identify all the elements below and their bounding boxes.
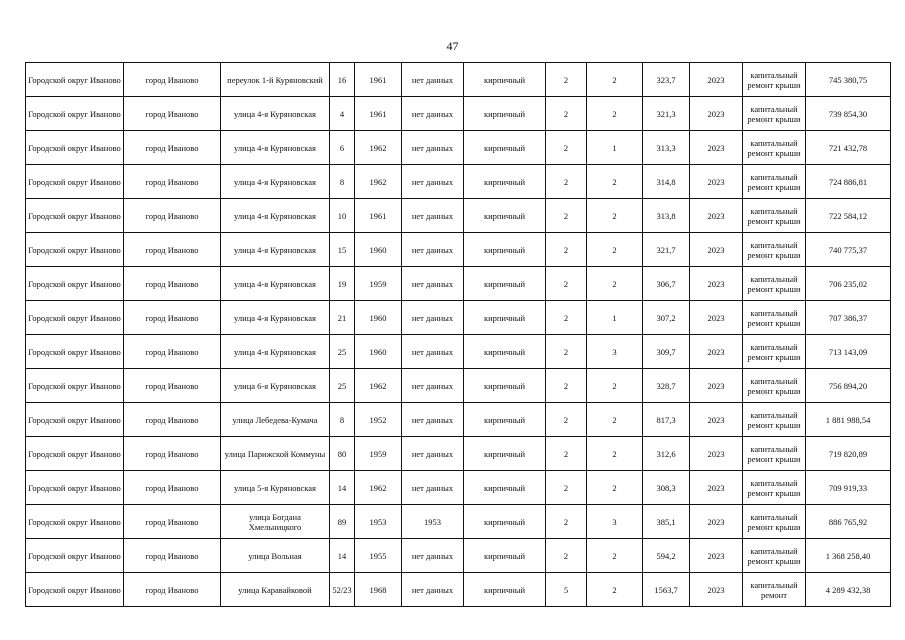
settlement-cell: город Иваново: [124, 165, 221, 199]
house-number-cell: 10: [330, 199, 355, 233]
year-built-cell: 1953: [355, 505, 402, 539]
plan-year-cell: 2023: [690, 267, 743, 301]
street-cell: улица 4-я Куряновская: [221, 97, 330, 131]
plan-year-cell: 2023: [690, 233, 743, 267]
year-privatized-cell: нет данных: [402, 471, 464, 505]
cost-cell: 722 584,12: [806, 199, 891, 233]
house-number-cell: 25: [330, 369, 355, 403]
house-number-cell: 15: [330, 233, 355, 267]
work-type-cell: капитальный ремонт крыши: [743, 165, 806, 199]
entrances-cell: 2: [587, 63, 643, 97]
street-cell: улица 4-я Куряновская: [221, 335, 330, 369]
cost-cell: 719 820,89: [806, 437, 891, 471]
table-row: [26, 301, 891, 335]
page-number: 47: [446, 39, 459, 53]
year-privatized-cell: нет данных: [402, 301, 464, 335]
work-type-cell: капитальный ремонт крыши: [743, 505, 806, 539]
municipality-cell: Городской округ Иваново: [26, 573, 124, 607]
municipality-cell: Городской округ Иваново: [26, 165, 124, 199]
plan-year-cell: 2023: [690, 403, 743, 437]
year-built-cell: 1962: [355, 131, 402, 165]
entrances-cell: 2: [587, 471, 643, 505]
area-cell: 312,6: [643, 437, 690, 471]
entrances-cell: 2: [587, 233, 643, 267]
floors-cell: 2: [546, 403, 587, 437]
year-privatized-cell: нет данных: [402, 233, 464, 267]
year-built-cell: 1960: [355, 301, 402, 335]
year-privatized-cell: нет данных: [402, 165, 464, 199]
wall-material-cell: кирпичный: [464, 437, 546, 471]
table-row: [26, 471, 891, 505]
area-cell: 321,3: [643, 97, 690, 131]
floors-cell: 2: [546, 437, 587, 471]
street-cell: улица Лебедева-Кумача: [221, 403, 330, 437]
settlement-cell: город Иваново: [124, 267, 221, 301]
settlement-cell: город Иваново: [124, 437, 221, 471]
wall-material-cell: кирпичный: [464, 233, 546, 267]
entrances-cell: 3: [587, 335, 643, 369]
year-privatized-cell: нет данных: [402, 335, 464, 369]
table-row: [26, 539, 891, 573]
area-cell: 594,2: [643, 539, 690, 573]
year-privatized-cell: нет данных: [402, 369, 464, 403]
cost-cell: 745 380,75: [806, 63, 891, 97]
settlement-cell: город Иваново: [124, 573, 221, 607]
floors-cell: 2: [546, 165, 587, 199]
street-cell: улица Богдана Хмельницкого: [221, 505, 330, 539]
plan-year-cell: 2023: [690, 199, 743, 233]
wall-material-cell: кирпичный: [464, 199, 546, 233]
work-type-cell: капитальный ремонт: [743, 573, 806, 607]
street-cell: переулок 1-й Куряновский: [221, 63, 330, 97]
wall-material-cell: кирпичный: [464, 573, 546, 607]
plan-year-cell: 2023: [690, 437, 743, 471]
entrances-cell: 2: [587, 403, 643, 437]
wall-material-cell: кирпичный: [464, 539, 546, 573]
area-cell: 817,3: [643, 403, 690, 437]
table-row: [26, 233, 891, 267]
floors-cell: 2: [546, 505, 587, 539]
house-number-cell: 8: [330, 403, 355, 437]
plan-year-cell: 2023: [690, 471, 743, 505]
municipality-cell: Городской округ Иваново: [26, 437, 124, 471]
cost-cell: 1 881 988,54: [806, 403, 891, 437]
house-number-cell: 6: [330, 131, 355, 165]
floors-cell: 2: [546, 233, 587, 267]
settlement-cell: город Иваново: [124, 539, 221, 573]
settlement-cell: город Иваново: [124, 301, 221, 335]
work-type-cell: капитальный ремонт крыши: [743, 471, 806, 505]
area-cell: 328,7: [643, 369, 690, 403]
plan-year-cell: 2023: [690, 63, 743, 97]
year-privatized-cell: нет данных: [402, 63, 464, 97]
floors-cell: 2: [546, 539, 587, 573]
table-row: [26, 335, 891, 369]
housing-repair-table: [25, 62, 891, 607]
year-privatized-cell: нет данных: [402, 131, 464, 165]
municipality-cell: Городской округ Иваново: [26, 335, 124, 369]
street-cell: улица Вольная: [221, 539, 330, 573]
municipality-cell: Городской округ Иваново: [26, 97, 124, 131]
wall-material-cell: кирпичный: [464, 97, 546, 131]
settlement-cell: город Иваново: [124, 505, 221, 539]
area-cell: 309,7: [643, 335, 690, 369]
area-cell: 313,8: [643, 199, 690, 233]
municipality-cell: Городской округ Иваново: [26, 199, 124, 233]
settlement-cell: город Иваново: [124, 63, 221, 97]
settlement-cell: город Иваново: [124, 471, 221, 505]
house-number-cell: 80: [330, 437, 355, 471]
work-type-cell: капитальный ремонт крыши: [743, 131, 806, 165]
municipality-cell: Городской округ Иваново: [26, 505, 124, 539]
municipality-cell: Городской округ Иваново: [26, 539, 124, 573]
street-cell: улица 6-я Куряновская: [221, 369, 330, 403]
settlement-cell: город Иваново: [124, 97, 221, 131]
year-built-cell: 1962: [355, 165, 402, 199]
house-number-cell: 14: [330, 471, 355, 505]
work-type-cell: капитальный ремонт крыши: [743, 369, 806, 403]
table-row: [26, 131, 891, 165]
settlement-cell: город Иваново: [124, 199, 221, 233]
year-built-cell: 1955: [355, 539, 402, 573]
cost-cell: 721 432,78: [806, 131, 891, 165]
year-built-cell: 1961: [355, 97, 402, 131]
floors-cell: 2: [546, 199, 587, 233]
settlement-cell: город Иваново: [124, 131, 221, 165]
plan-year-cell: 2023: [690, 573, 743, 607]
work-type-cell: капитальный ремонт крыши: [743, 403, 806, 437]
year-built-cell: 1960: [355, 233, 402, 267]
work-type-cell: капитальный ремонт крыши: [743, 233, 806, 267]
entrances-cell: 1: [587, 131, 643, 165]
wall-material-cell: кирпичный: [464, 131, 546, 165]
house-number-cell: 21: [330, 301, 355, 335]
table-row: [26, 573, 891, 607]
floors-cell: 2: [546, 335, 587, 369]
work-type-cell: капитальный ремонт крыши: [743, 335, 806, 369]
settlement-cell: город Иваново: [124, 335, 221, 369]
area-cell: 323,7: [643, 63, 690, 97]
table-body: [26, 63, 891, 607]
wall-material-cell: кирпичный: [464, 403, 546, 437]
wall-material-cell: кирпичный: [464, 369, 546, 403]
house-number-cell: 52/23: [330, 573, 355, 607]
street-cell: улица 4-я Куряновская: [221, 233, 330, 267]
work-type-cell: капитальный ремонт крыши: [743, 63, 806, 97]
cost-cell: 4 289 432,38: [806, 573, 891, 607]
street-cell: улица 5-я Куряновская: [221, 471, 330, 505]
year-privatized-cell: нет данных: [402, 403, 464, 437]
settlement-cell: город Иваново: [124, 403, 221, 437]
municipality-cell: Городской округ Иваново: [26, 267, 124, 301]
area-cell: 307,2: [643, 301, 690, 335]
street-cell: улица Каравайковой: [221, 573, 330, 607]
plan-year-cell: 2023: [690, 301, 743, 335]
entrances-cell: 2: [587, 369, 643, 403]
cost-cell: 707 386,37: [806, 301, 891, 335]
entrances-cell: 2: [587, 97, 643, 131]
floors-cell: 2: [546, 471, 587, 505]
year-built-cell: 1962: [355, 471, 402, 505]
house-number-cell: 4: [330, 97, 355, 131]
area-cell: 308,3: [643, 471, 690, 505]
entrances-cell: 2: [587, 539, 643, 573]
table-row: [26, 97, 891, 131]
year-built-cell: 1961: [355, 63, 402, 97]
street-cell: улица 4-я Куряновская: [221, 267, 330, 301]
entrances-cell: 3: [587, 505, 643, 539]
street-cell: улица 4-я Куряновская: [221, 199, 330, 233]
year-built-cell: 1959: [355, 267, 402, 301]
work-type-cell: капитальный ремонт крыши: [743, 97, 806, 131]
street-cell: улица 4-я Куряновская: [221, 165, 330, 199]
floors-cell: 2: [546, 97, 587, 131]
cost-cell: 740 775,37: [806, 233, 891, 267]
year-privatized-cell: нет данных: [402, 267, 464, 301]
entrances-cell: 2: [587, 267, 643, 301]
area-cell: 321,7: [643, 233, 690, 267]
house-number-cell: 8: [330, 165, 355, 199]
plan-year-cell: 2023: [690, 539, 743, 573]
work-type-cell: капитальный ремонт крыши: [743, 199, 806, 233]
plan-year-cell: 2023: [690, 165, 743, 199]
plan-year-cell: 2023: [690, 335, 743, 369]
municipality-cell: Городской округ Иваново: [26, 471, 124, 505]
wall-material-cell: кирпичный: [464, 267, 546, 301]
wall-material-cell: кирпичный: [464, 63, 546, 97]
entrances-cell: 2: [587, 437, 643, 471]
table-row: [26, 165, 891, 199]
settlement-cell: город Иваново: [124, 369, 221, 403]
municipality-cell: Городской округ Иваново: [26, 301, 124, 335]
plan-year-cell: 2023: [690, 505, 743, 539]
wall-material-cell: кирпичный: [464, 301, 546, 335]
entrances-cell: 1: [587, 301, 643, 335]
municipality-cell: Городской округ Иваново: [26, 369, 124, 403]
cost-cell: 706 235,02: [806, 267, 891, 301]
table-row: [26, 267, 891, 301]
municipality-cell: Городской округ Иваново: [26, 233, 124, 267]
street-cell: улица 4-я Куряновская: [221, 301, 330, 335]
year-privatized-cell: нет данных: [402, 437, 464, 471]
table-row: [26, 437, 891, 471]
entrances-cell: 2: [587, 165, 643, 199]
work-type-cell: капитальный ремонт крыши: [743, 539, 806, 573]
plan-year-cell: 2023: [690, 131, 743, 165]
table-row: [26, 199, 891, 233]
year-built-cell: 1952: [355, 403, 402, 437]
cost-cell: 739 854,30: [806, 97, 891, 131]
cost-cell: 724 886,81: [806, 165, 891, 199]
cost-cell: 886 765,92: [806, 505, 891, 539]
cost-cell: 1 368 258,40: [806, 539, 891, 573]
area-cell: 306,7: [643, 267, 690, 301]
floors-cell: 2: [546, 63, 587, 97]
wall-material-cell: кирпичный: [464, 471, 546, 505]
entrances-cell: 2: [587, 199, 643, 233]
area-cell: 314,8: [643, 165, 690, 199]
table-row: [26, 505, 891, 539]
municipality-cell: Городской округ Иваново: [26, 131, 124, 165]
house-number-cell: 89: [330, 505, 355, 539]
area-cell: 385,1: [643, 505, 690, 539]
house-number-cell: 14: [330, 539, 355, 573]
cost-cell: 713 143,09: [806, 335, 891, 369]
plan-year-cell: 2023: [690, 97, 743, 131]
floors-cell: 2: [546, 131, 587, 165]
house-number-cell: 19: [330, 267, 355, 301]
year-built-cell: 1959: [355, 437, 402, 471]
floors-cell: 2: [546, 369, 587, 403]
area-cell: 1563,7: [643, 573, 690, 607]
year-privatized-cell: 1953: [402, 505, 464, 539]
area-cell: 313,3: [643, 131, 690, 165]
floors-cell: 2: [546, 301, 587, 335]
work-type-cell: капитальный ремонт крыши: [743, 437, 806, 471]
wall-material-cell: кирпичный: [464, 165, 546, 199]
table-row: [26, 403, 891, 437]
street-cell: улица Парижской Коммуны: [221, 437, 330, 471]
year-built-cell: 1962: [355, 369, 402, 403]
year-privatized-cell: нет данных: [402, 97, 464, 131]
plan-year-cell: 2023: [690, 369, 743, 403]
year-privatized-cell: нет данных: [402, 539, 464, 573]
settlement-cell: город Иваново: [124, 233, 221, 267]
municipality-cell: Городской округ Иваново: [26, 63, 124, 97]
floors-cell: 2: [546, 267, 587, 301]
entrances-cell: 2: [587, 573, 643, 607]
work-type-cell: капитальный ремонт крыши: [743, 267, 806, 301]
cost-cell: 756 894,20: [806, 369, 891, 403]
floors-cell: 5: [546, 573, 587, 607]
year-built-cell: 1960: [355, 335, 402, 369]
house-number-cell: 16: [330, 63, 355, 97]
year-privatized-cell: нет данных: [402, 199, 464, 233]
wall-material-cell: кирпичный: [464, 335, 546, 369]
street-cell: улица 4-я Куряновская: [221, 131, 330, 165]
table-row: [26, 369, 891, 403]
table-row: [26, 63, 891, 97]
municipality-cell: Городской округ Иваново: [26, 403, 124, 437]
year-built-cell: 1968: [355, 573, 402, 607]
cost-cell: 709 919,33: [806, 471, 891, 505]
work-type-cell: капитальный ремонт крыши: [743, 301, 806, 335]
year-built-cell: 1961: [355, 199, 402, 233]
house-number-cell: 25: [330, 335, 355, 369]
year-privatized-cell: нет данных: [402, 573, 464, 607]
wall-material-cell: кирпичный: [464, 505, 546, 539]
